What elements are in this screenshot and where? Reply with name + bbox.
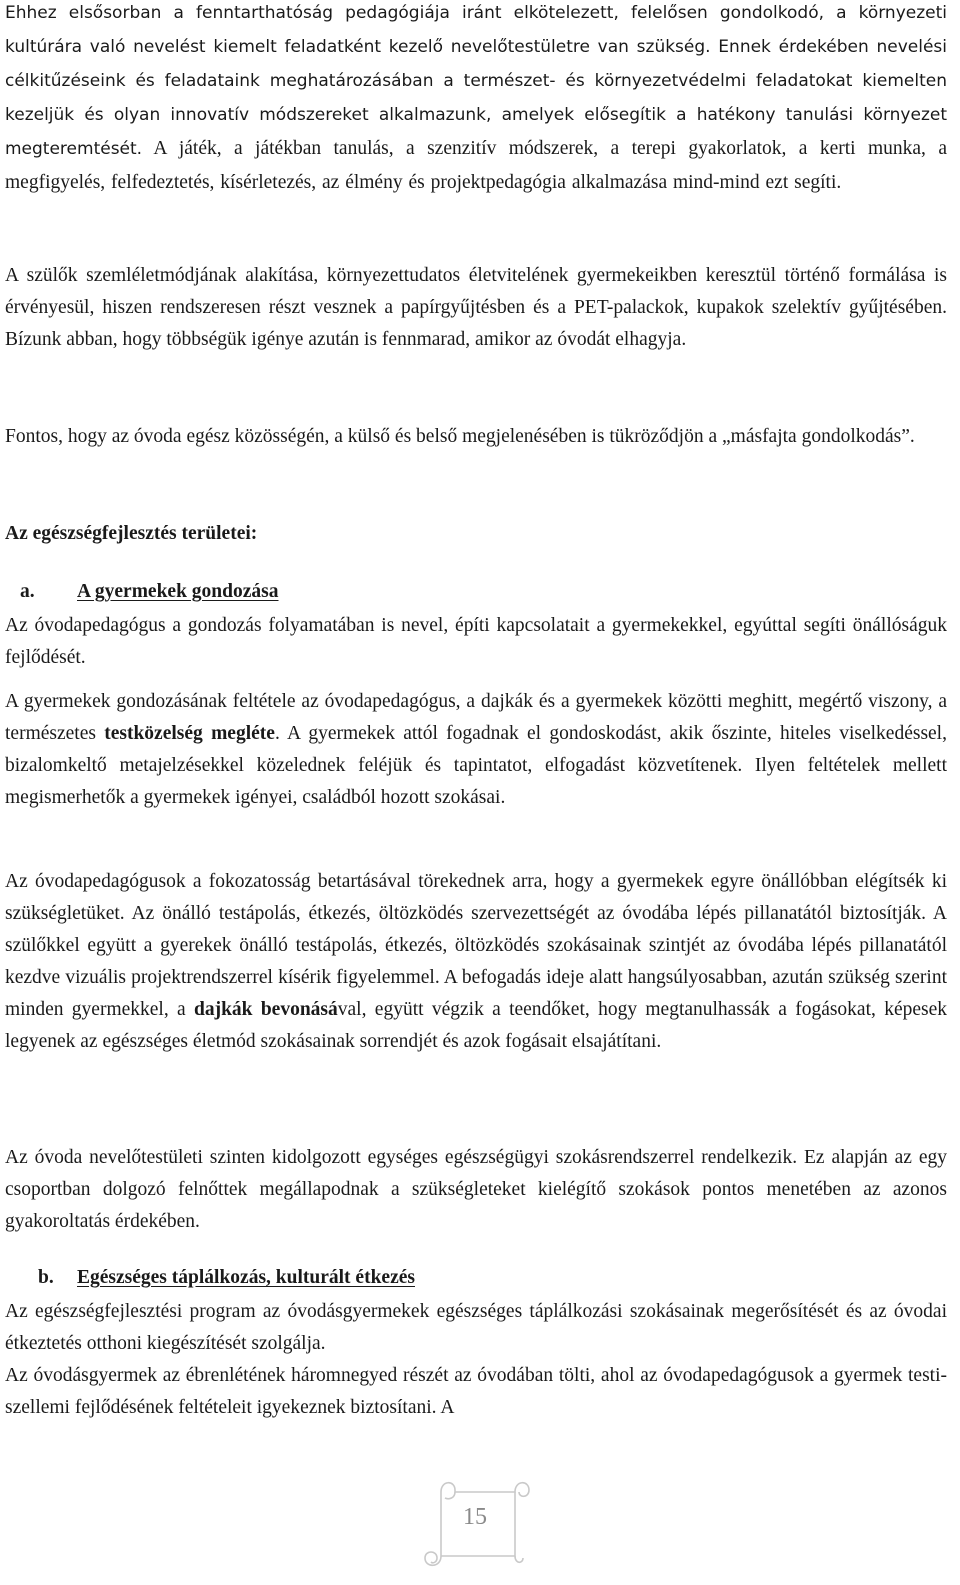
section-heading: Az egészségfejlesztés területei: [5, 523, 258, 544]
paragraph-nutrition: Az egészségfejlesztési program az óvodásgyermekek egészséges táplálkozási szokásainak megerősítését és az óvodai étkeztetés otthoni kiegészítését szolgálja. [5, 1301, 947, 1354]
independence-bold: dajkák bevonásá [194, 999, 338, 1020]
independence-text-1: Az óvodapedagógusok a fokozatosság betartásával törekednek arra, hogy a gyermekek egyre önállóbban elégítsék ki szükségletüket. Az önálló testápolás, étkezés, öltözködés szervezettségét az óvodába lépés pillanatától biztosítják. A szülőkkel együtt a gyerekek önálló testápolás, étkezés, öltözködés szokásainak szintjét az óvodába lépés pillanatától kezdve vizuális projektrendszerrel kísérik figyelemmel. A befogadás ideje alatt hangsúlyosabban, azután szükség szerint minden gyermekkel, a [5, 871, 947, 1020]
paragraph-intro-sans-text: Ehhez elsősorban a fenntarthatóság pedagógiája iránt elkötelezett, felelősen gondolkodó, a környezeti kultúrára való nevelést kiemelt feladatként kezelő nevelőtestületre van szükség. Ennek érdekében nevelési célkitűzéseink és feladataink meghatározásában a természet- és környezetvédelmi feladatokat kiemelten kezeljük és olyan innovatív módszereket alkalmazunk, amelyek elősegítik a hatékony tanulási környezet megteremtését. [5, 3, 947, 159]
paragraph-intro [5, 0, 947, 200]
subheading-a-title: A gyermekek gondozása [77, 581, 279, 602]
subheading-b-title: Egészséges táplálkozás, kulturált étkezés [77, 1267, 415, 1288]
subheading-a [20, 576, 279, 608]
subheading-b [38, 1262, 415, 1294]
subheading-a-label: a. [20, 581, 35, 602]
care-conditions-bold: testközelség megléte [104, 723, 275, 744]
paragraph-hygiene-system: Az óvoda nevelőtestületi szinten kidolgozott egységes egészségügyi szokásrendszerrel rendelkezik. Ez alapján az egy csoportban dolgozó felnőttek megállapodnak a szükségleteket kielégítő szokások pontos menetében az azonos gyakoroltatás érdekében. [5, 1147, 947, 1232]
paragraph-parents: A szülők szemléletmódjának alakítása, környezettudatos életvitelének gyermekeikben keresztül történő formálása is érvényesül, hiszen rendszeresen részt vesznek a papírgyűjtésben és a PET-palackok, kupakok szelektív gyűjtésében. Bízunk abban, hogy többségük igénye azután is fennmarad, amikor az óvodát elhagyja. [5, 265, 947, 350]
independence-text-2: val, együtt végzik a teendőket, hogy megtanulhassák a fogásokat, képesek legyenek az egészséges életmód szokásainak sorrendjét és azok fogásait elsajátítani. [5, 999, 947, 1052]
paragraph-care: Az óvodapedagógus a gondozás folyamatában is nevel, építi kapcsolatait a gyermekekkel, egyúttal segíti önállóságuk fejlődését. [5, 615, 947, 668]
paragraph-mindset: Fontos, hogy az óvoda egész közösségén, a külső és belső megjelenésében is tükröződjön a „másfajta gondolkodás”. [5, 426, 915, 447]
subheading-b-label: b. [38, 1267, 54, 1288]
care-conditions-text-1: A gyermekek gondozásának feltétele az óvodapedagógus, a dajkák és a gyermekek közötti meghitt, megértő viszony, a természetes [5, 691, 947, 744]
paragraph-care-conditions [5, 686, 947, 814]
paragraph-independence [5, 866, 947, 1058]
paragraph-intro-serif-text: A játék, a játékban tanulás, a szenzitív módszerek, a terepi gyakorlatok, a kerti munka, a megfigyelés, felfedeztetés, kísérletezés, az élmény és projektpedagógia alkalmazása mind-mind ezt segíti. [5, 138, 947, 193]
page-number: 15 [463, 1504, 487, 1530]
care-conditions-text-2: . A gyermekek attól fogadnak el gondoskodást, akik őszinte, hiteles viselkedéssel, bizalomkeltő metajelzésekkel közelednek feléjük és tapintatot, elfogadást közvetítenek. Ilyen feltételek mellett megismerhetők a gyermekek igényei, családból hozott szokásai. [5, 723, 947, 808]
paragraph-daytime: Az óvodásgyermek az ébrenlétének háromnegyed részét az óvodában tölti, ahol az óvodapedagógusok a gyermek testi-szellemi fejlődésének feltételeit igyekeznek biztosítani. A [5, 1365, 947, 1418]
page-number-scroll [419, 1470, 531, 1578]
